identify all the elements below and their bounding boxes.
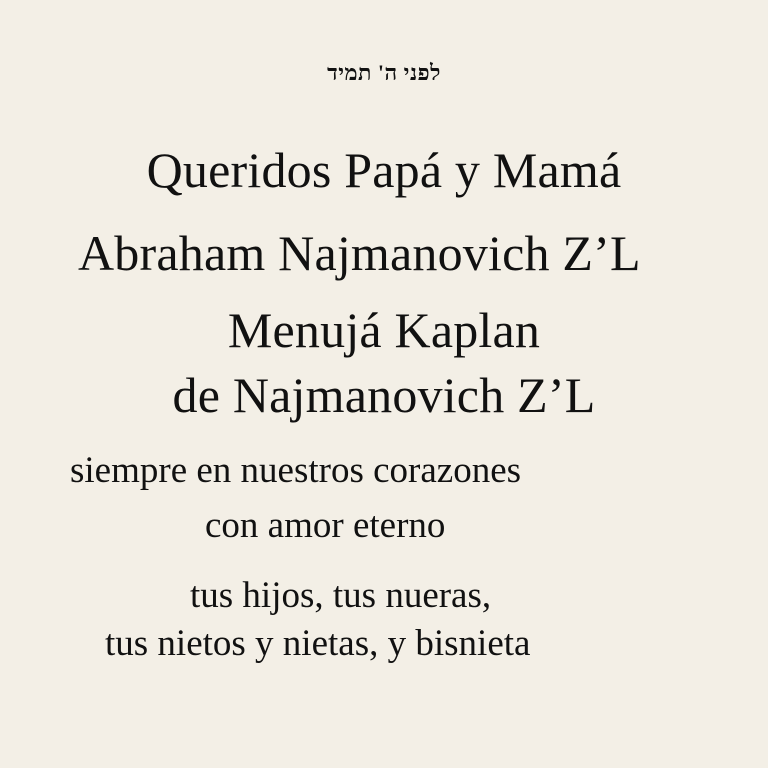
- father-name: Abraham Najmanovich Z’L: [78, 225, 641, 281]
- hebrew-heading: לפני ה' תמיד: [327, 60, 441, 85]
- signature-line-1: tus hijos, tus nueras,: [190, 575, 492, 616]
- dedication-line: Queridos Papá y Mamá: [146, 142, 622, 198]
- message-line-1: siempre en nuestros corazones: [70, 450, 522, 491]
- message-line-2: con amor eterno: [205, 505, 446, 546]
- mother-name-line-2: de Najmanovich Z’L: [172, 367, 596, 423]
- signature-line-2: tus nietos y nietas, y bisnieta: [105, 623, 531, 664]
- mother-name-line-1: Menujá Kaplan: [227, 302, 541, 358]
